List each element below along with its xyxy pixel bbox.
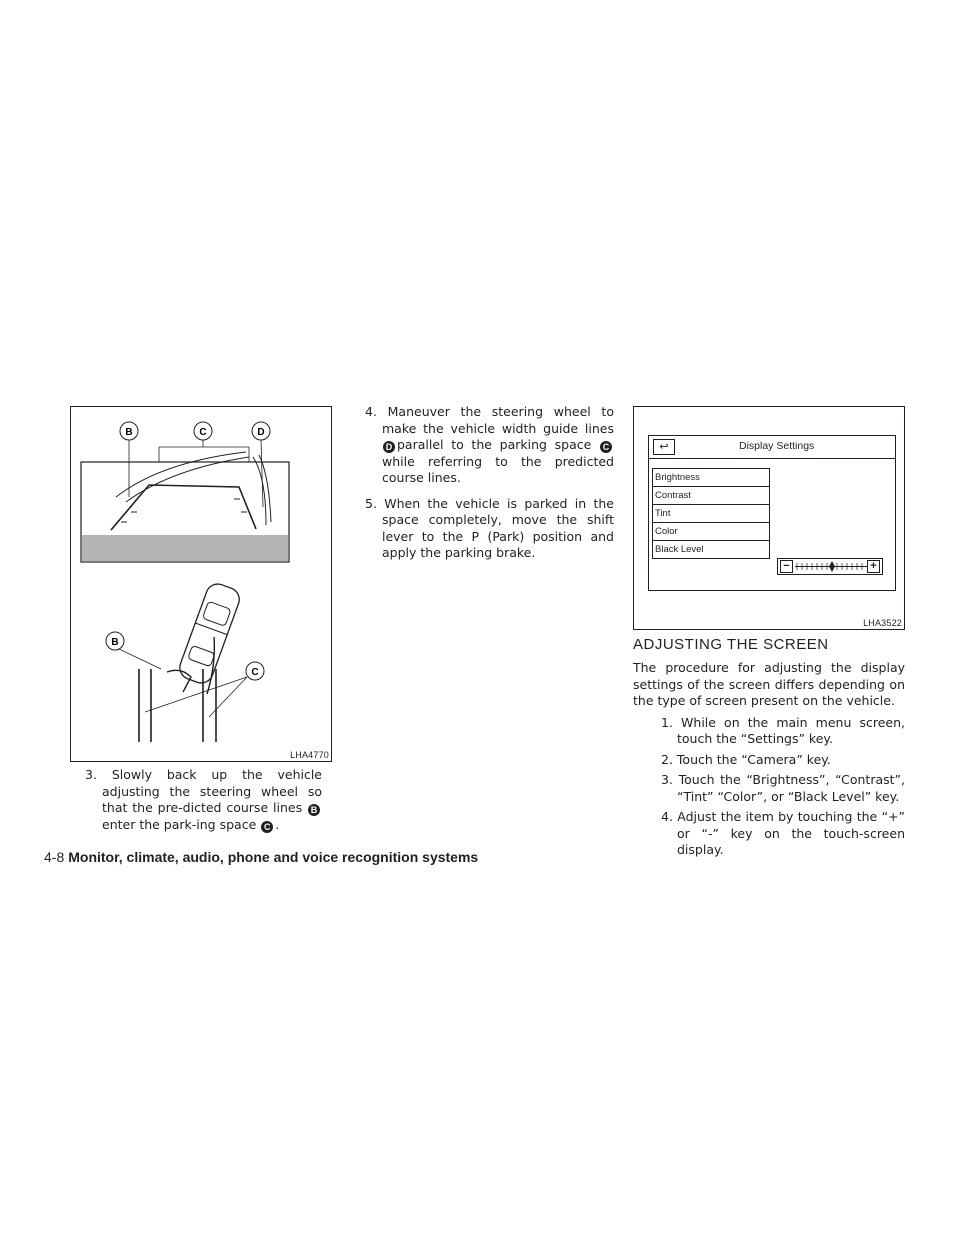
step-number: 3. xyxy=(85,767,97,782)
callout-badge-d: D xyxy=(383,441,395,453)
screen-header xyxy=(649,436,895,459)
callout-d-top: D xyxy=(257,427,265,438)
settings-item-color[interactable]: Color xyxy=(653,523,769,541)
step-4-maneuver xyxy=(352,404,614,487)
adjust-step-2 xyxy=(633,752,905,769)
step-text: parallel to the parking space xyxy=(397,437,592,452)
settings-item-tint[interactable]: Tint xyxy=(653,505,769,523)
callout-c-top: C xyxy=(199,427,207,438)
figure-code-left: LHA4770 xyxy=(290,750,329,760)
step-5-park xyxy=(352,496,614,562)
column-2-steps xyxy=(352,404,614,571)
step-text: enter the park-ing space xyxy=(102,816,257,832)
step-number: 4. xyxy=(365,404,377,419)
page-footer xyxy=(44,849,478,865)
step-text: Touch the “Brightness”, “Contrast”, “Tint” “Color”, or “Black Level” key. xyxy=(677,772,905,804)
step-number: 3. xyxy=(661,772,673,787)
step-text: while referring to the predicted course lines. xyxy=(382,453,614,485)
step-3-course xyxy=(72,767,322,833)
step-number: 2. xyxy=(661,751,673,767)
slider-thumb xyxy=(829,561,835,572)
callout-c-low: C xyxy=(251,667,259,678)
step-text: Adjust the item by touching the “+” or “-” key on the touch-screen display. xyxy=(677,809,905,857)
back-arrow-icon[interactable]: ↩ xyxy=(653,439,675,455)
parking-diagram-figure xyxy=(70,406,332,762)
adjust-step-1 xyxy=(633,715,905,748)
figure-code-right: LHA3522 xyxy=(863,618,902,628)
callout-badge-c: C xyxy=(600,441,612,453)
step-text: When the vehicle is parked in the space completely, move the shift lever to the P (Park) position and apply the parking brake. xyxy=(382,495,614,560)
chapter-title: Monitor, climate, audio, phone and voice recognition systems xyxy=(68,849,479,865)
step-number: 1. xyxy=(661,714,673,730)
column-3-content xyxy=(633,660,905,863)
minus-button[interactable]: − xyxy=(780,560,793,573)
adjust-step-4 xyxy=(633,809,905,859)
step-number: 4. xyxy=(661,809,673,824)
column-1-steps xyxy=(72,767,322,842)
adjust-step-3 xyxy=(633,772,905,805)
display-settings-figure xyxy=(633,406,905,630)
callout-b-top: B xyxy=(125,427,133,438)
section-intro: The procedure for adjusting the display settings of the screen differs depending on the type of screen present on the vehicle. xyxy=(633,660,905,708)
step-text: Slowly back up the vehicle adjusting the steering wheel so that the pre-dicted course lines xyxy=(102,767,323,815)
slider-track xyxy=(795,560,867,573)
page-number: 4-8 xyxy=(44,849,65,865)
callout-badge-b: B xyxy=(308,804,320,816)
screen-title: Display Settings xyxy=(739,440,815,452)
adjust-slider[interactable] xyxy=(777,558,883,575)
plus-button[interactable]: + xyxy=(867,560,880,573)
step-text: Touch the “Camera” key. xyxy=(676,751,831,767)
step-text: . xyxy=(275,816,280,832)
callout-badge-c: C xyxy=(261,821,273,833)
settings-item-brightness[interactable]: Brightness xyxy=(653,469,769,487)
display-settings-screen xyxy=(648,435,896,591)
callout-b-low: B xyxy=(111,637,119,648)
section-heading: ADJUSTING THE SCREEN xyxy=(633,636,829,653)
step-text: While on the main menu screen, touch the “Settings” key. xyxy=(677,714,905,746)
step-number: 5. xyxy=(365,495,377,511)
settings-item-contrast[interactable]: Contrast xyxy=(653,487,769,505)
parking-diagram xyxy=(71,407,331,747)
settings-list xyxy=(652,468,770,559)
settings-item-black-level[interactable]: Black Level xyxy=(655,544,704,555)
step-text: Maneuver the steering wheel to make the vehicle width guide lines xyxy=(382,404,614,436)
